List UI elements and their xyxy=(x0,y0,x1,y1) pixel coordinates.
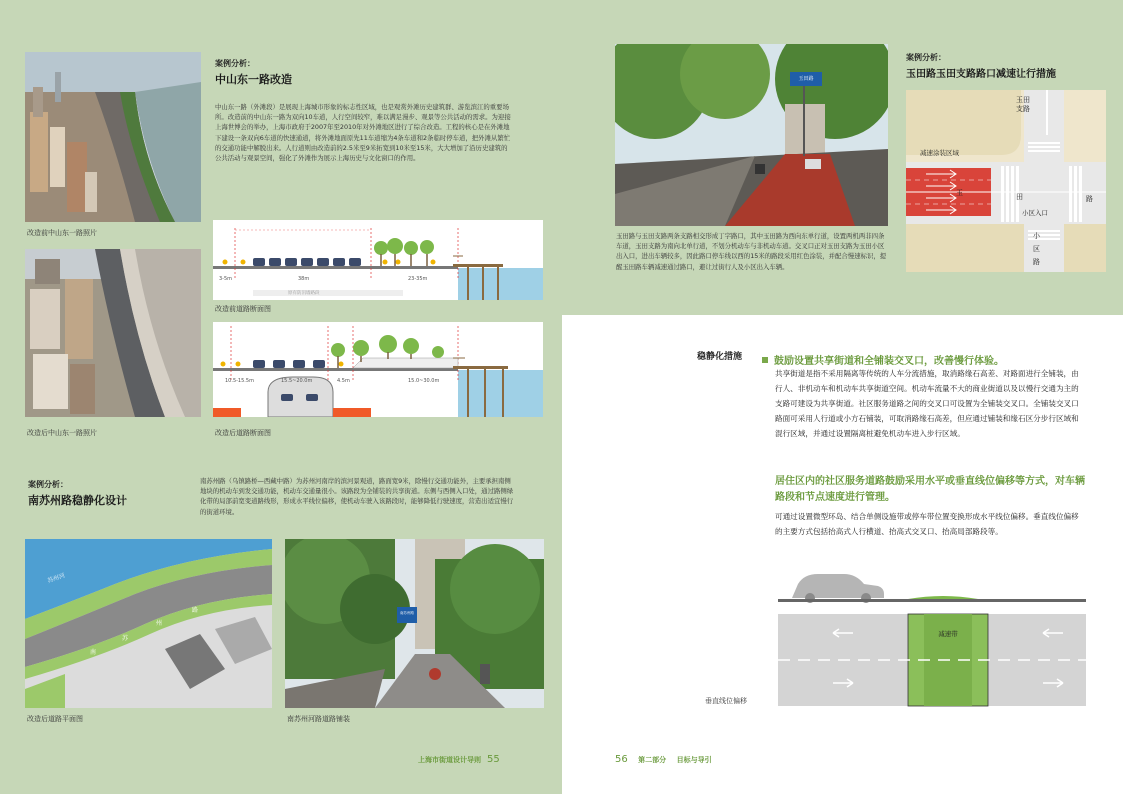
left-footer xyxy=(418,754,500,765)
photo-before-zhongshan-road xyxy=(25,52,201,222)
section-before-caption: 改造前道路断面图 xyxy=(215,305,271,313)
photo-after-caption: 改造后中山东一路照片 xyxy=(27,429,97,437)
plan-map-nansuzhou-road xyxy=(25,539,272,708)
left-page-number: 55 xyxy=(487,754,500,765)
left-footer-title: 上海市街道设计导则 xyxy=(418,756,481,764)
photo-paving-caption: 南苏州河路道路铺装 xyxy=(287,715,350,723)
map-label-road-3: 州 xyxy=(156,620,163,627)
case3-body: 玉田路与玉田支路两条支路相交形成丁字路口，其中玉田路为西向东单行道，设置两机两非四条车道，玉田支路为南向北单行道，不划分机动车与非机动车道。交叉口正对玉田支路为玉田小区出入口，进出车辆较多，因此路口停车线以西的15米的路段采用红色涂装，并配合慢速标识，提醒玉田路车辆减速通过路口，避让过街行人及小区出入车辆。 xyxy=(616,232,887,271)
speed-bump-diagram xyxy=(778,562,1086,710)
heading-bullet xyxy=(762,357,768,363)
section-before-dim-3: 23-35m xyxy=(408,276,428,282)
photo-yutian-road xyxy=(615,44,888,226)
section-after-dim-4: 15.0~30.0m xyxy=(408,378,440,384)
case3-kicker: 案例分析： xyxy=(906,53,946,62)
right-footer xyxy=(615,754,712,765)
section-before-diagram xyxy=(213,220,543,300)
section-after-dim-1: 10.5-15.5m xyxy=(225,378,254,384)
diagram-label-tian: 田 xyxy=(1016,193,1023,201)
diagram-label-yutian-branch: 玉田 支路 xyxy=(1016,96,1030,113)
map-label-road-1: 南 xyxy=(90,649,97,656)
diagram-label-yu: 玉 xyxy=(956,189,963,197)
case2-kicker: 案例分析： xyxy=(28,480,68,489)
case2-header xyxy=(28,479,198,508)
plan-map-caption: 改造后道路平面图 xyxy=(27,715,83,723)
sign-nansuzhou: 南苏州路 xyxy=(400,611,414,615)
case3-title: 玉田路玉田支路路口减速让行措施 xyxy=(906,69,1056,80)
speed-bump-label: 减速带 xyxy=(938,630,958,638)
sign-yutian: 玉田路 xyxy=(798,76,814,82)
case1-body: 中山东一路（外滩段）是展现上海城市形象的标志性区域，也是观赏外滩历史建筑群、游览滨江的重要场所。改造前的中山东一路为双向10车道，人行空间较窄，难以满足漫步、观景等公共活动的需求。为迎接上海世博会的举办，上海市政府于2007年至2010年对外滩地区进行了综合改造。工程的核心是在外滩地下建设一条双向6车道的快速通道，将外滩地面原先11车道缩为4条车道和2条临时停车道，把外滩从繁忙的交通功能中解脱出来。人行道则由改造前的2.5米至9米拓宽到10米至15米，大大增加了沿历史建筑的公共活动与观景空间，强化了外滩作为展示上海历史与文化窗口的作用。 xyxy=(215,103,511,163)
photo-after-zhongshan-road xyxy=(25,249,201,417)
diagram-label-community-entrance: 小区入口 xyxy=(1022,209,1048,217)
measures-para-2: 可通过设置微型环岛、结合单侧设施带或停车带位置变换形成水平线位偏移。垂直线位偏移的主要方式包括抬高式人行横道、抬高式交叉口、抬高局部路段等。 xyxy=(775,512,1079,536)
photo-nansuzhou-paving xyxy=(285,539,544,708)
measures-label: 稳静化措施 xyxy=(697,352,743,362)
case3-header xyxy=(906,52,1106,80)
diagram-label-lu: 路 xyxy=(1086,195,1093,203)
section-after-caption: 改造后道路断面图 xyxy=(215,429,271,437)
photo-before-caption: 改造前中山东一路照片 xyxy=(27,229,97,237)
section-after-dim-2: 15.5~20.0m xyxy=(281,378,313,384)
diagram-label-deceleration-zone: 减速涂装区域 xyxy=(920,149,959,157)
right-page-number: 56 xyxy=(615,754,628,765)
intersection-diagram xyxy=(906,90,1106,272)
right-footer-part: 第二部分 xyxy=(638,756,667,764)
measures-para-1: 共享街道是指不采用隔离等传统的人车分流措施，取消路缘石高差、对路面进行全铺装，由行人、非机动车和机动车共享街道空间。机动车流量不大的商业街道以及以慢行交通为主的支路可建设为共享街道。社区服务道路之间的交叉口可设置为全铺装交叉口。全铺装交叉口路面可采用人行道或小方石铺装，可取消路缘石高差，但应通过铺装和缘石区分步行区域和混行区域，并通过设置隔离桩避免机动车进入步行区域。 xyxy=(775,369,1079,438)
section-before-dim-2: 38m xyxy=(298,276,310,282)
case1-kicker: 案例分析： xyxy=(215,59,255,68)
map-label-river: 苏州河 xyxy=(46,572,67,585)
section-after-diagram xyxy=(213,322,543,417)
measures-heading-1: 鼓励设置共享街道和全铺装交叉口，改善慢行体验。 xyxy=(762,349,1092,369)
map-label-road-4: 路 xyxy=(192,607,199,614)
case1-title: 中山东一路改造 xyxy=(215,73,292,86)
map-label-road-2: 苏 xyxy=(122,635,129,642)
measures-heading-2: 居住区内的社区服务道路鼓励采用水平或垂直线位偏移等方式，对车辆路段和节点速度进行管理。 xyxy=(775,476,1085,503)
right-footer-section: 目标与导引 xyxy=(676,756,712,764)
case2-body: 南苏州路（乌镇路桥—西藏中路）为苏州河南岸的滨河景观道，路面宽9米，除慢行交通功能外，主要承担南侧地块的机动车到发交通功能，机动车交通量很小。该路段为全铺装的共享街道。东侧与西侧入口处，通过路侧绿化带的局部前宽变道路线形，形成水平线位偏移，使机动车驶入该路段时，能够降低行驶速度，营造出适宜慢行的街道环境。 xyxy=(200,477,514,516)
case1-header xyxy=(215,58,515,87)
case2-title: 南苏州路稳静化设计 xyxy=(28,494,127,507)
section-after-dim-3: 4.5m xyxy=(337,378,350,384)
diagram-label-community-road: 小 区 路 xyxy=(1033,232,1040,266)
speed-bump-caption: 垂直线位偏移 xyxy=(705,697,747,705)
section-before-note: 原有防汛墙路段 xyxy=(288,291,320,296)
section-before-dim-1: 3-5m xyxy=(219,276,233,282)
